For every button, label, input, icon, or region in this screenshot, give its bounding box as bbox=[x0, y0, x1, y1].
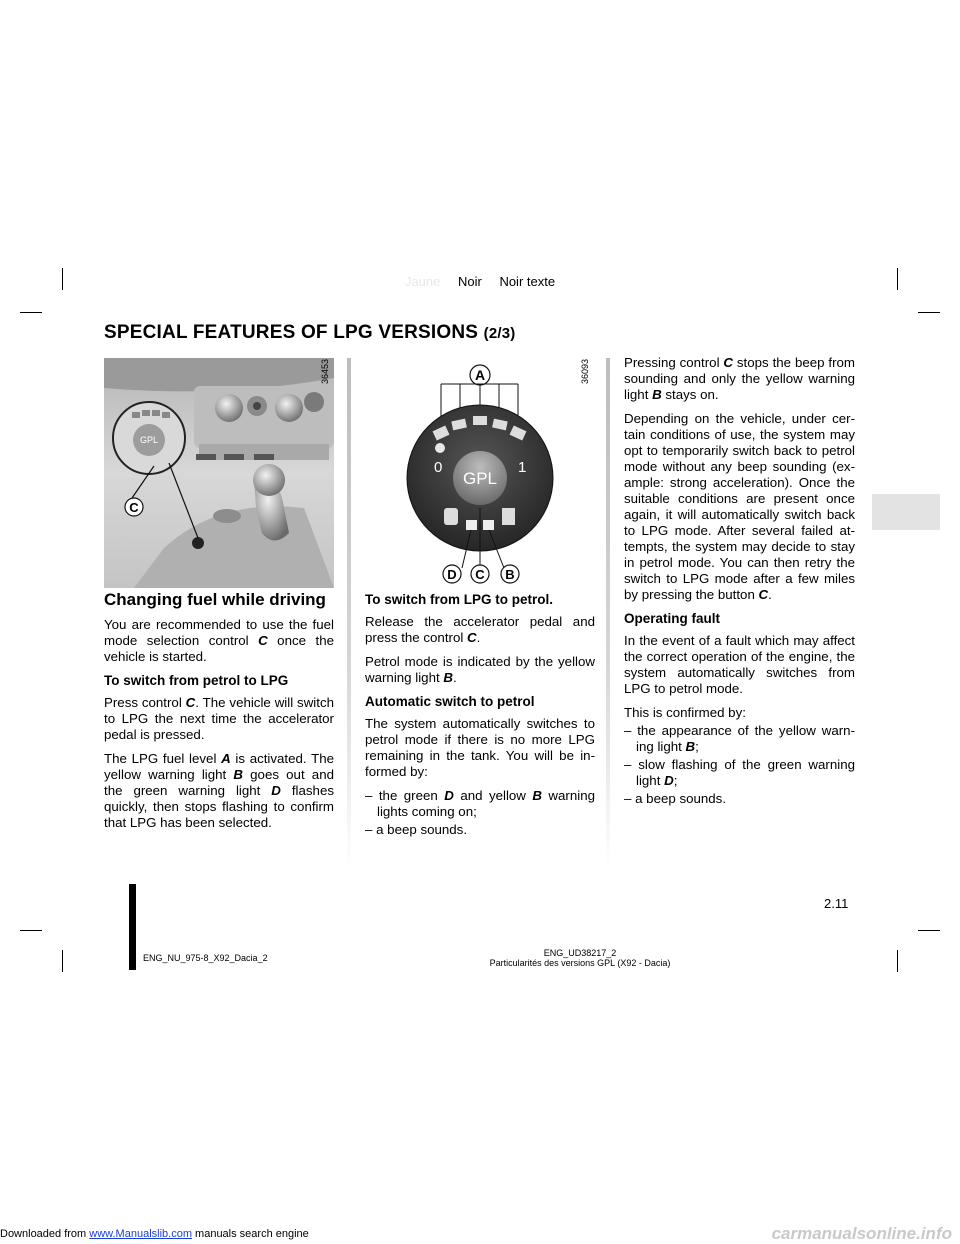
crop-mark bbox=[20, 930, 42, 931]
dashboard-photo-illustration bbox=[104, 358, 334, 588]
dial-label-d: D bbox=[447, 567, 457, 582]
crop-mark bbox=[918, 930, 940, 931]
page-title-suffix: (2/3) bbox=[483, 325, 516, 342]
dial-id: 36093 bbox=[580, 358, 590, 384]
subheading: To switch from LPG to petrol. bbox=[365, 592, 553, 607]
footer-center-code: ENG_UD38217_2 bbox=[543, 948, 617, 958]
footer-left-code: ENG_NU_975-8_X92_Dacia_2 bbox=[143, 953, 268, 963]
dial-label-b: B bbox=[505, 567, 515, 582]
paragraph: Depending on the vehicle, under certain conditions of use, the system may opt to temporarily switch back to petrol mode without any beep sounding (example: strong acceleration). Once the suitable conditions are present once again, it will automatically switch back to LPG mode. After several failed attempts, the system may decide to stay in petrol mode. You can then retry the switch to LPG mode after a few miles by pressing the button C. bbox=[624, 411, 855, 602]
crop-mark bbox=[20, 312, 42, 313]
list-item: – a beep sounds. bbox=[365, 822, 468, 837]
page-title: SPECIAL FEATURES OF LPG VERSIONS (2/3) bbox=[104, 322, 516, 343]
column-separator bbox=[347, 358, 351, 868]
mark-jaune: Jaune bbox=[404, 274, 441, 289]
paragraph: Press control C. The vehicle will switch to LPG the next time the accelerator pedal is pressed. bbox=[104, 695, 334, 742]
crop-mark bbox=[62, 950, 63, 972]
subheading: Operating fault bbox=[624, 611, 721, 626]
dial-gpl-text: GPL bbox=[462, 469, 498, 488]
footer-bar bbox=[129, 884, 136, 970]
paragraph: The LPG fuel level A is activated. The yellow warning light B goes out and the green warning light D flashes quickly, then stops flashing to confirm that LPG has been selected. bbox=[104, 751, 334, 830]
photo-dial-text: GPL bbox=[139, 435, 159, 445]
dial-one: 1 bbox=[518, 459, 527, 476]
paragraph: The system automatically switches to petrol mode if there is no more LPG remaining in the tank. You will be informed by: bbox=[365, 716, 595, 779]
paragraph: In the event of a fault which may affect the correct operation of the engine, the system automatically switches from LPG to petrol mode. bbox=[624, 633, 855, 696]
dashboard-photo bbox=[104, 358, 334, 588]
list-item: – slow flashing of the green warning light D; bbox=[624, 757, 855, 788]
page-number: 2.11 bbox=[824, 896, 849, 911]
paragraph: You are recommended to use the fuel mode selection control C once the vehicle is started. bbox=[104, 617, 334, 664]
dial-label-a: A bbox=[474, 367, 486, 383]
paragraph: Petrol mode is indicated by the yellow warning light B. bbox=[365, 654, 595, 685]
manualslib-link[interactable]: www.Manualslib.com bbox=[89, 1228, 192, 1240]
subheading: Automatic switch to petrol bbox=[365, 694, 535, 709]
list-item: – a beep sounds. bbox=[624, 791, 727, 806]
section-heading: Changing fuel while driving bbox=[104, 590, 326, 609]
photo-id: 36453 bbox=[320, 358, 330, 384]
crop-mark bbox=[897, 950, 898, 972]
dial-zero: 0 bbox=[434, 459, 443, 476]
photo-label-c: C bbox=[129, 500, 139, 515]
footer-center bbox=[470, 948, 690, 968]
mark-noir: Noir bbox=[457, 274, 482, 289]
column-3 bbox=[624, 355, 855, 809]
paragraph: This is confirmed by: bbox=[624, 705, 746, 720]
gpl-dial-illustration bbox=[396, 358, 586, 590]
color-marks bbox=[0, 274, 960, 289]
mark-noir-texte: Noir texte bbox=[499, 274, 556, 289]
footer-center-desc: Particularités des versions GPL (X92 - Dacia) bbox=[489, 958, 671, 968]
paragraph: Pressing control C stops the beep from sounding and only the yellow warning light B stays on. bbox=[624, 355, 855, 402]
download-notice: Downloaded from www.Manualslib.com manuals search engine bbox=[0, 1228, 309, 1240]
column-2 bbox=[365, 592, 595, 840]
watermark: carmanualsonline.info bbox=[771, 1224, 952, 1243]
list-item: – the green D and yellow B warning lights coming on; bbox=[365, 788, 595, 819]
column-1 bbox=[104, 592, 334, 839]
section-tab bbox=[872, 494, 940, 530]
crop-mark bbox=[918, 312, 940, 313]
paragraph: Release the accelerator pedal and press the control C. bbox=[365, 614, 595, 645]
list-item: – the appearance of the yellow warning light B; bbox=[624, 723, 855, 754]
column-separator bbox=[606, 358, 610, 868]
dial-label-c: C bbox=[475, 567, 485, 582]
subheading: To switch from petrol to LPG bbox=[104, 673, 289, 688]
gpl-dial-figure bbox=[396, 358, 586, 590]
